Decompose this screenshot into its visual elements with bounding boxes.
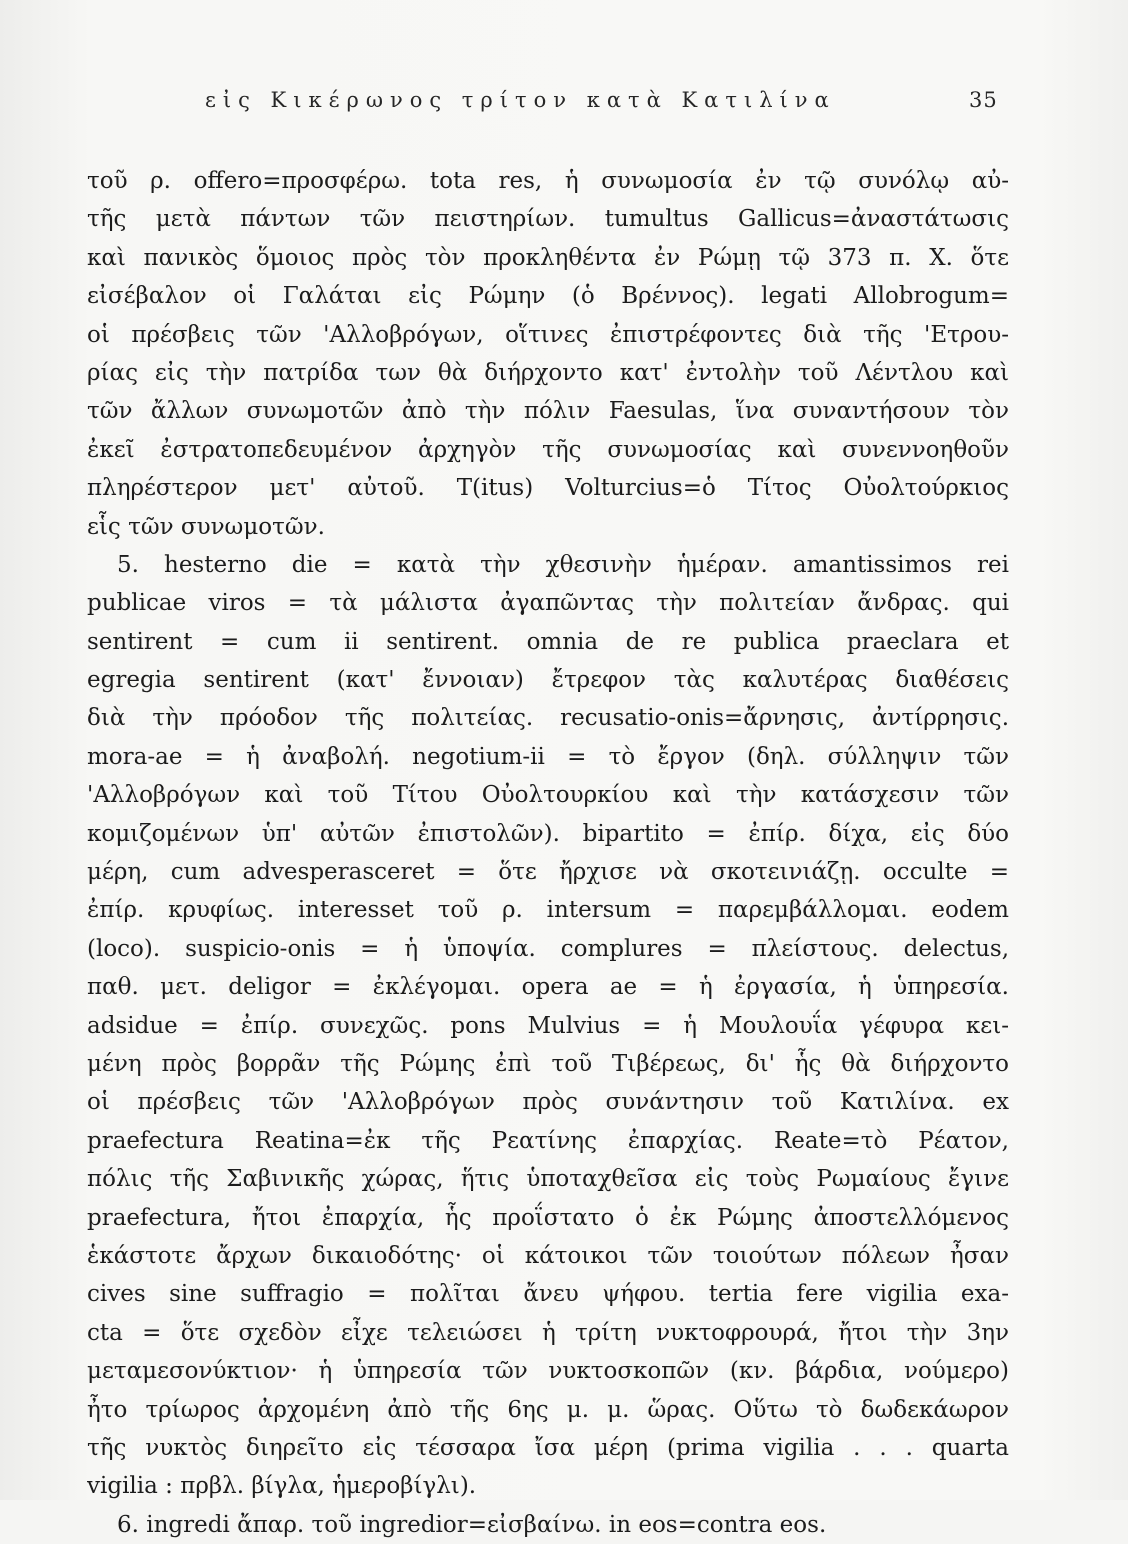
text-line: τῆς μετὰ πάντων τῶν πειστηρίων. tumultus Gallicus=ἀναστάτωσις xyxy=(87,206,1009,233)
text-line: cta = ὅτε σχεδὸν εἶχε τελειώσει ἡ τρίτη νυκτοφρουρά, ἤτοι τὴν 3ην xyxy=(87,1319,1009,1346)
text-line: μεταμεσονύκτιον· ἡ ὑπηρεσία τῶν νυκτοσκοπῶν (κν. βάρδια, νούμερο) xyxy=(87,1358,1009,1385)
text-line: adsidue = ἐπίρ. συνεχῶς. pons Mulvius = ἡ Μουλουΐα γέφυρα κει- xyxy=(87,1012,1009,1039)
text-line: mora-ae = ἡ ἀναβολή. negotium-ii = τὸ ἔργον (δηλ. σύλληψιν τῶν xyxy=(87,743,1009,770)
text-line: ἦτο τρίωρος ἀρχομένη ἀπὸ τῆς 6ης μ. μ. ὥρας. Οὕτω τὸ δωδεκάωρον xyxy=(87,1396,1009,1423)
text-line: μένη πρὸς βορρᾶν τῆς Ρώμης ἐπὶ τοῦ Τιβέρεως, δι' ἧς θὰ διήρχοντο xyxy=(87,1050,1009,1077)
text-line: πληρέστερον μετ' αὐτοῦ. T(itus) Volturcius=ὁ Τίτος Οὐολτούρκιος xyxy=(87,475,1009,502)
text-line: (loco). suspicio-onis = ἡ ὑποψία. complures = πλείστους. delectus, xyxy=(87,935,1009,962)
text-line: οἱ πρέσβεις τῶν 'Αλλοβρόγων πρὸς συνάντησιν τοῦ Κατιλίνα. ex xyxy=(87,1089,1009,1116)
text-line: ἐκεῖ ἐστρατοπεδευμένον ἀρχηγὸν τῆς συνωμοσίας καὶ συνεννοηθοῦν xyxy=(87,436,1009,463)
page-header xyxy=(0,88,1128,118)
text-line: οἱ πρέσβεις τῶν 'Αλλοβρόγων, οἵτινες ἐπιστρέφοντες διὰ τῆς 'Ετρου- xyxy=(87,321,1009,348)
text-line: τῶν ἄλλων συνωμοτῶν ἀπὸ τὴν πόλιν Faesulas, ἵνα συναντήσουν τὸν xyxy=(87,398,1009,425)
text-line: sentirent = cum ii sentirent. omnia de re publica praeclara et xyxy=(87,628,1009,655)
text-line: praefectura, ἤτοι ἐπαρχία, ἧς προΐστατο ὁ ἐκ Ρώμης ἀποστελλόμενος xyxy=(87,1204,1009,1231)
text-line: ἑκάστοτε ἄρχων δικαιοδότης· οἱ κάτοικοι τῶν τοιούτων πόλεων ἦσαν xyxy=(87,1242,1009,1269)
text-line: πόλις τῆς Σαβινικῆς χώρας, ἥτις ὑποταχθεῖσα εἰς τοὺς Ρωμαίους ἔγινε xyxy=(87,1166,1009,1193)
commentary-text xyxy=(87,162,1009,1544)
text-line: τοῦ ρ. offero=προσφέρω. tota res, ἡ συνωμοσία ἐν τῷ συνόλῳ αὐ- xyxy=(87,168,1009,194)
text-line: ρίας εἰς τὴν πατρίδα των θὰ διήρχοντο κατ' ἐντολὴν τοῦ Λέντλου καὶ xyxy=(87,359,1009,386)
text-line: παθ. μετ. deligor = ἐκλέγομαι. opera ae = ἡ ἐργασία, ἡ ὑπηρεσία. xyxy=(87,974,1009,1001)
text-line: vigilia : πρβλ. βίγλα, ἡμεροβίγλι). xyxy=(87,1473,477,1500)
text-line: cives sine suffragio = πολῖται ἄνευ ψήφου. tertia fere vigilia exa- xyxy=(87,1281,1009,1308)
text-line: τῆς νυκτὸς διηρεῖτο εἰς τέσσαρα ἴσα μέρη (prima vigilia . . . quarta xyxy=(87,1434,1009,1461)
text-line: 'Αλλοβρόγων καὶ τοῦ Τίτου Οὐολτουρκίου καὶ τὴν κατάσχεσιν τῶν xyxy=(87,782,1009,809)
text-line: μέρη, cum advesperasceret = ὅτε ἤρχισε νὰ σκοτεινιάζῃ. occulte = xyxy=(87,859,1009,886)
running-title: εἰς Κικέρωνος τρίτον κατὰ Κατιλίνα xyxy=(205,88,836,112)
text-line: praefectura Reatina=ἐκ τῆς Ρεατίνης ἐπαρχίας. Reate=τὸ Ρέατον, xyxy=(87,1127,1009,1154)
section-6-start: 6. ingredi ἄπαρ. τοῦ ingredior=εἰσβαίνω. in eos=contra eos. xyxy=(117,1511,827,1538)
section-5-start: 5. hesterno die = κατὰ τὴν χθεσινὴν ἡμέραν. amantissimos rei xyxy=(117,551,1009,578)
text-line: publicae viros = τὰ μάλιστα ἀγαπῶντας τὴν πολιτείαν ἄνδρας. qui xyxy=(87,590,1009,617)
text-line: ἐπίρ. κρυφίως. interesset τοῦ ρ. intersum = παρεμβάλλομαι. eodem xyxy=(87,897,1009,924)
text-line: egregia sentirent (κατ' ἔννοιαν) ἔτρεφον τὰς καλυτέρας διαθέσεις xyxy=(87,667,1009,694)
text-line: εἷς τῶν συνωμοτῶν. xyxy=(87,513,325,540)
text-line: κομιζομένων ὑπ' αὐτῶν ἐπιστολῶν). bipartito = ἐπίρ. δίχα, εἰς δύο xyxy=(87,820,1009,847)
text-line: καὶ πανικὸς ὅμοιος πρὸς τὸν προκληθέντα ἐν Ρώμῃ τῷ 373 π. Χ. ὅτε xyxy=(87,244,1009,271)
text-line: διὰ τὴν πρόοδον τῆς πολιτείας. recusatio-onis=ἄρνησις, ἀντίρρησις. xyxy=(87,705,1009,732)
text-line: εἰσέβαλον οἱ Γαλάται εἰς Ρώμην (ὁ Βρέννος). legati Allobrogum= xyxy=(87,283,1009,310)
page-number: 35 xyxy=(969,88,998,112)
